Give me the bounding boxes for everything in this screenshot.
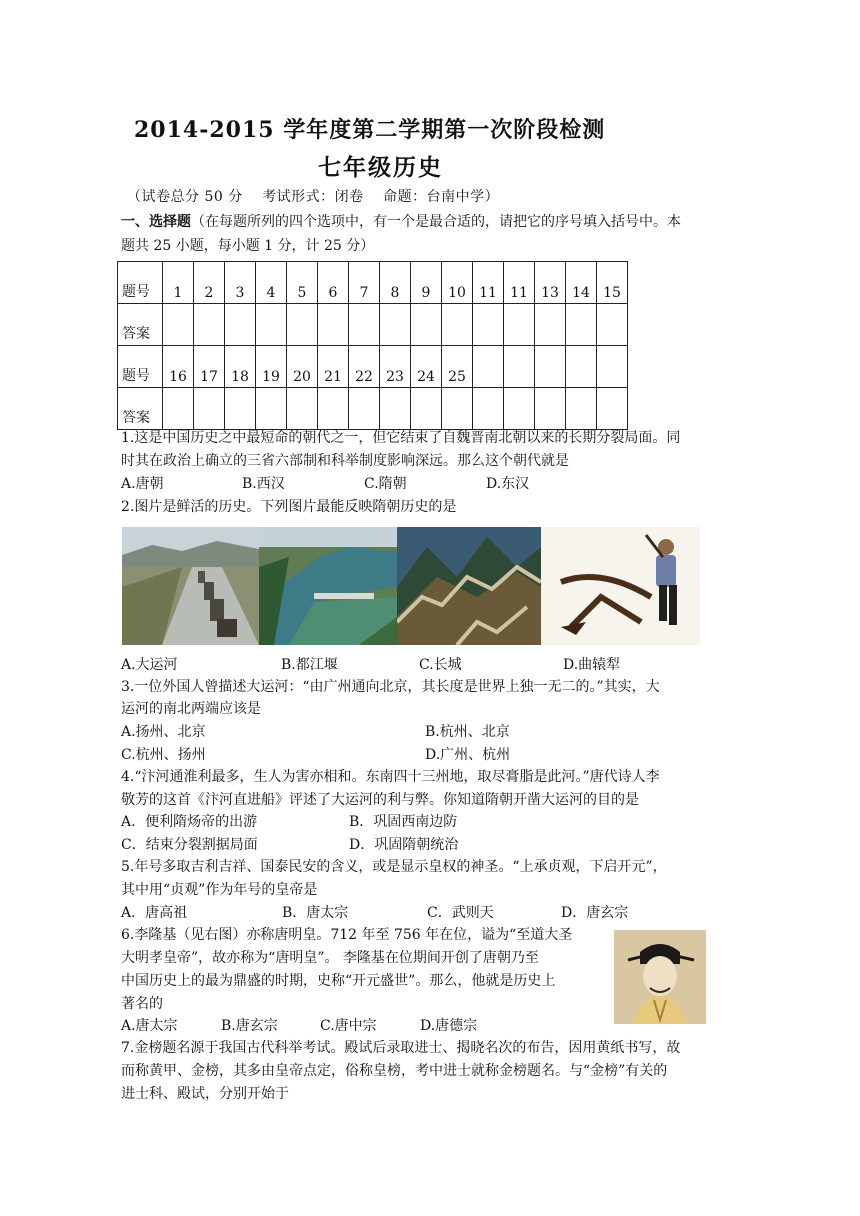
answer-cell[interactable] (504, 304, 535, 346)
question-number-cell: 7 (349, 262, 380, 304)
question-number-cell (535, 346, 566, 388)
question-number-cell: 14 (566, 262, 597, 304)
answer-cell[interactable] (442, 388, 473, 430)
row-label-answer: 答案 (118, 304, 163, 346)
q5-option-b: B．唐太宗 (282, 905, 349, 921)
q4-text-line1: 4.“汴河通淮利最多，生人为害亦相和。东南四十三州地，取尽膏脂是此河。”唐代诗人李 (121, 769, 660, 785)
answer-cell[interactable] (566, 304, 597, 346)
q2-option-d: D.曲辕犁 (563, 657, 621, 673)
answer-cell[interactable] (225, 304, 256, 346)
answer-cell[interactable] (380, 304, 411, 346)
answer-cell[interactable] (473, 304, 504, 346)
question-number-cell: 17 (194, 346, 225, 388)
section1-instruction-text: （在每题所列的四个选项中，有一个是最合适的，请把它的序号填入括号中。本 (191, 214, 681, 230)
question-number-cell: 13 (535, 262, 566, 304)
q5-option-d: D．唐玄宗 (561, 905, 629, 921)
question-number-cell: 25 (442, 346, 473, 388)
q5-option-a: A．唐高祖 (121, 905, 188, 921)
question-number-cell (597, 346, 628, 388)
q4-text-line2: 敬芳的这首《汴河直进船》评述了大运河的利与弊。你知道隋朝开凿大运河的目的是 (121, 792, 639, 808)
answer-table-number-row-1 (118, 262, 628, 304)
section1-label: 一、选择题 (121, 214, 191, 230)
answer-cell[interactable] (194, 304, 225, 346)
question-number-cell: 5 (287, 262, 318, 304)
answer-cell[interactable] (535, 304, 566, 346)
emperor-portrait (614, 930, 706, 1024)
question-number-cell: 8 (380, 262, 411, 304)
answer-cell[interactable] (349, 304, 380, 346)
great-wall-photo (397, 527, 541, 645)
q4-option-a: A．便利隋炀帝的出游 (121, 814, 258, 830)
q1-text-line1: 1.这是中国历史之中最短命的朝代之一，但它结束了自魏晋南北朝以来的长期分裂局面。同 (121, 430, 681, 446)
q3-option-a: A.扬州、北京 (121, 724, 206, 740)
q1-option-d: D.东汉 (486, 476, 530, 492)
question-number-cell: 11 (504, 262, 535, 304)
q3-option-b: B.杭州、北京 (425, 724, 510, 740)
q2-option-b: B.都江堰 (281, 657, 338, 673)
q6-text-line1: 6.李隆基（见右图）亦称唐明皇。712 年至 756 年在位，谥为“至道大圣 (121, 927, 573, 943)
q6-text-line2: 大明孝皇帝”，故亦称为“唐明皇”。 李隆基在位期间开创了唐朝乃至 (121, 950, 539, 966)
answer-cell[interactable] (504, 388, 535, 430)
answer-cell[interactable] (225, 388, 256, 430)
question-number-cell: 20 (287, 346, 318, 388)
question-number-cell: 2 (194, 262, 225, 304)
row-label-answer: 答案 (118, 388, 163, 430)
answer-cell[interactable] (535, 388, 566, 430)
answer-cell[interactable] (163, 304, 194, 346)
q6-option-c: C.唐中宗 (320, 1018, 377, 1034)
q1-option-c: C.隋朝 (364, 476, 407, 492)
answer-cell[interactable] (318, 304, 349, 346)
exam-title: 2014-2015 学年度第二学期第一次阶段检测 (134, 117, 606, 143)
answer-table-answer-row-1 (118, 304, 628, 346)
question-number-cell: 6 (318, 262, 349, 304)
answer-cell[interactable] (566, 388, 597, 430)
q6-text-line3: 中国历史上的最为鼎盛的时期，史称“开元盛世”。那么，他就是历史上 (121, 973, 556, 989)
answer-cell[interactable] (380, 388, 411, 430)
question-number-cell: 11 (473, 262, 504, 304)
answer-cell[interactable] (473, 388, 504, 430)
dujiangyan-photo (259, 527, 397, 645)
q4-option-c: C．结束分裂割据局面 (121, 837, 258, 853)
exam-subtitle: 七年级历史 (318, 154, 443, 181)
q6-option-d: D.唐德宗 (420, 1018, 478, 1034)
answer-cell[interactable] (287, 304, 318, 346)
question-number-cell: 4 (256, 262, 287, 304)
q3-text-line1: 3.一位外国人曾描述大运河：“由广州通向北京，其长度是世界上独一无二的。”其实，大 (121, 679, 660, 695)
q6-text-line4: 著名的 (121, 996, 163, 1012)
question-number-cell: 21 (318, 346, 349, 388)
q2-option-a: A.大运河 (121, 657, 178, 673)
q3-text-line2: 运河的南北两端应该是 (121, 701, 261, 717)
answer-cell[interactable] (597, 388, 628, 430)
q1-option-a: A.唐朝 (121, 476, 164, 492)
question-number-cell: 10 (442, 262, 473, 304)
q3-option-c: C.杭州、扬州 (121, 747, 206, 763)
question-number-cell: 19 (256, 346, 287, 388)
question-number-cell (473, 346, 504, 388)
q2-photo-strip (122, 527, 700, 645)
question-number-cell: 3 (225, 262, 256, 304)
question-number-cell: 9 (411, 262, 442, 304)
q4-option-d: D．巩固隋朝统治 (349, 837, 459, 853)
q7-text-line3: 进士科、殿试，分别开始于 (121, 1086, 289, 1102)
q4-option-b: B．巩固西南边防 (349, 814, 458, 830)
canal-photo (122, 527, 259, 645)
q2-text-line1: 2.图片是鲜活的历史。下列图片最能反映隋朝历史的是 (121, 499, 457, 515)
row-label-number: 题号 (118, 262, 163, 304)
answer-table (117, 261, 628, 430)
section1-instruction-line2: 题共 25 小题，每小题 1 分，计 25 分） (121, 238, 375, 254)
q5-text-line1: 5.年号多取吉利吉祥、国泰民安的含义，或是显示皇权的神圣。“上承贞观，下启开元”， (121, 859, 667, 875)
q1-text-line2: 时其在政治上确立的三省六部制和科举制度影响深远。那么这个朝代就是 (121, 453, 569, 469)
q5-option-c: C．武则天 (427, 905, 494, 921)
q1-option-b: B.西汉 (242, 476, 285, 492)
question-number-cell (566, 346, 597, 388)
q3-option-d: D.广州、杭州 (425, 747, 511, 763)
plow-illustration (541, 527, 700, 645)
question-number-cell: 15 (597, 262, 628, 304)
q6-option-a: A.唐太宗 (121, 1018, 178, 1034)
answer-cell[interactable] (194, 388, 225, 430)
question-number-cell: 23 (380, 346, 411, 388)
q2-option-c: C.长城 (419, 657, 462, 673)
question-number-cell: 16 (163, 346, 194, 388)
q7-text-line2: 而称黄甲、金榜，其多由皇帝点定，俗称皇榜，考中进士就称金榜题名。与“金榜”有关的 (121, 1063, 668, 1079)
answer-cell[interactable] (256, 304, 287, 346)
section1-instruction-line1 (121, 212, 681, 232)
answer-cell[interactable] (318, 388, 349, 430)
answer-table-answer-row-2 (118, 388, 628, 430)
row-label-number: 题号 (118, 346, 163, 388)
question-number-cell: 24 (411, 346, 442, 388)
answer-cell[interactable] (349, 388, 380, 430)
answer-cell[interactable] (256, 388, 287, 430)
answer-cell[interactable] (442, 304, 473, 346)
question-number-cell: 22 (349, 346, 380, 388)
answer-cell[interactable] (287, 388, 318, 430)
question-number-cell: 1 (163, 262, 194, 304)
answer-cell[interactable] (163, 388, 194, 430)
answer-cell[interactable] (597, 304, 628, 346)
q5-text-line2: 其中用“贞观”作为年号的皇帝是 (121, 882, 318, 898)
answer-table-number-row-2 (118, 346, 628, 388)
exam-info: （试卷总分 50 分 考试形式：闭卷 命题：台南中学） (127, 189, 500, 205)
q7-text-line1: 7.金榜题名源于我国古代科举考试。殿试后录取进士、揭晓名次的布告，因用黄纸书写，故 (121, 1040, 681, 1056)
q6-option-b: B.唐玄宗 (221, 1018, 278, 1034)
question-number-cell (504, 346, 535, 388)
answer-cell[interactable] (411, 388, 442, 430)
question-number-cell: 18 (225, 346, 256, 388)
answer-cell[interactable] (411, 304, 442, 346)
